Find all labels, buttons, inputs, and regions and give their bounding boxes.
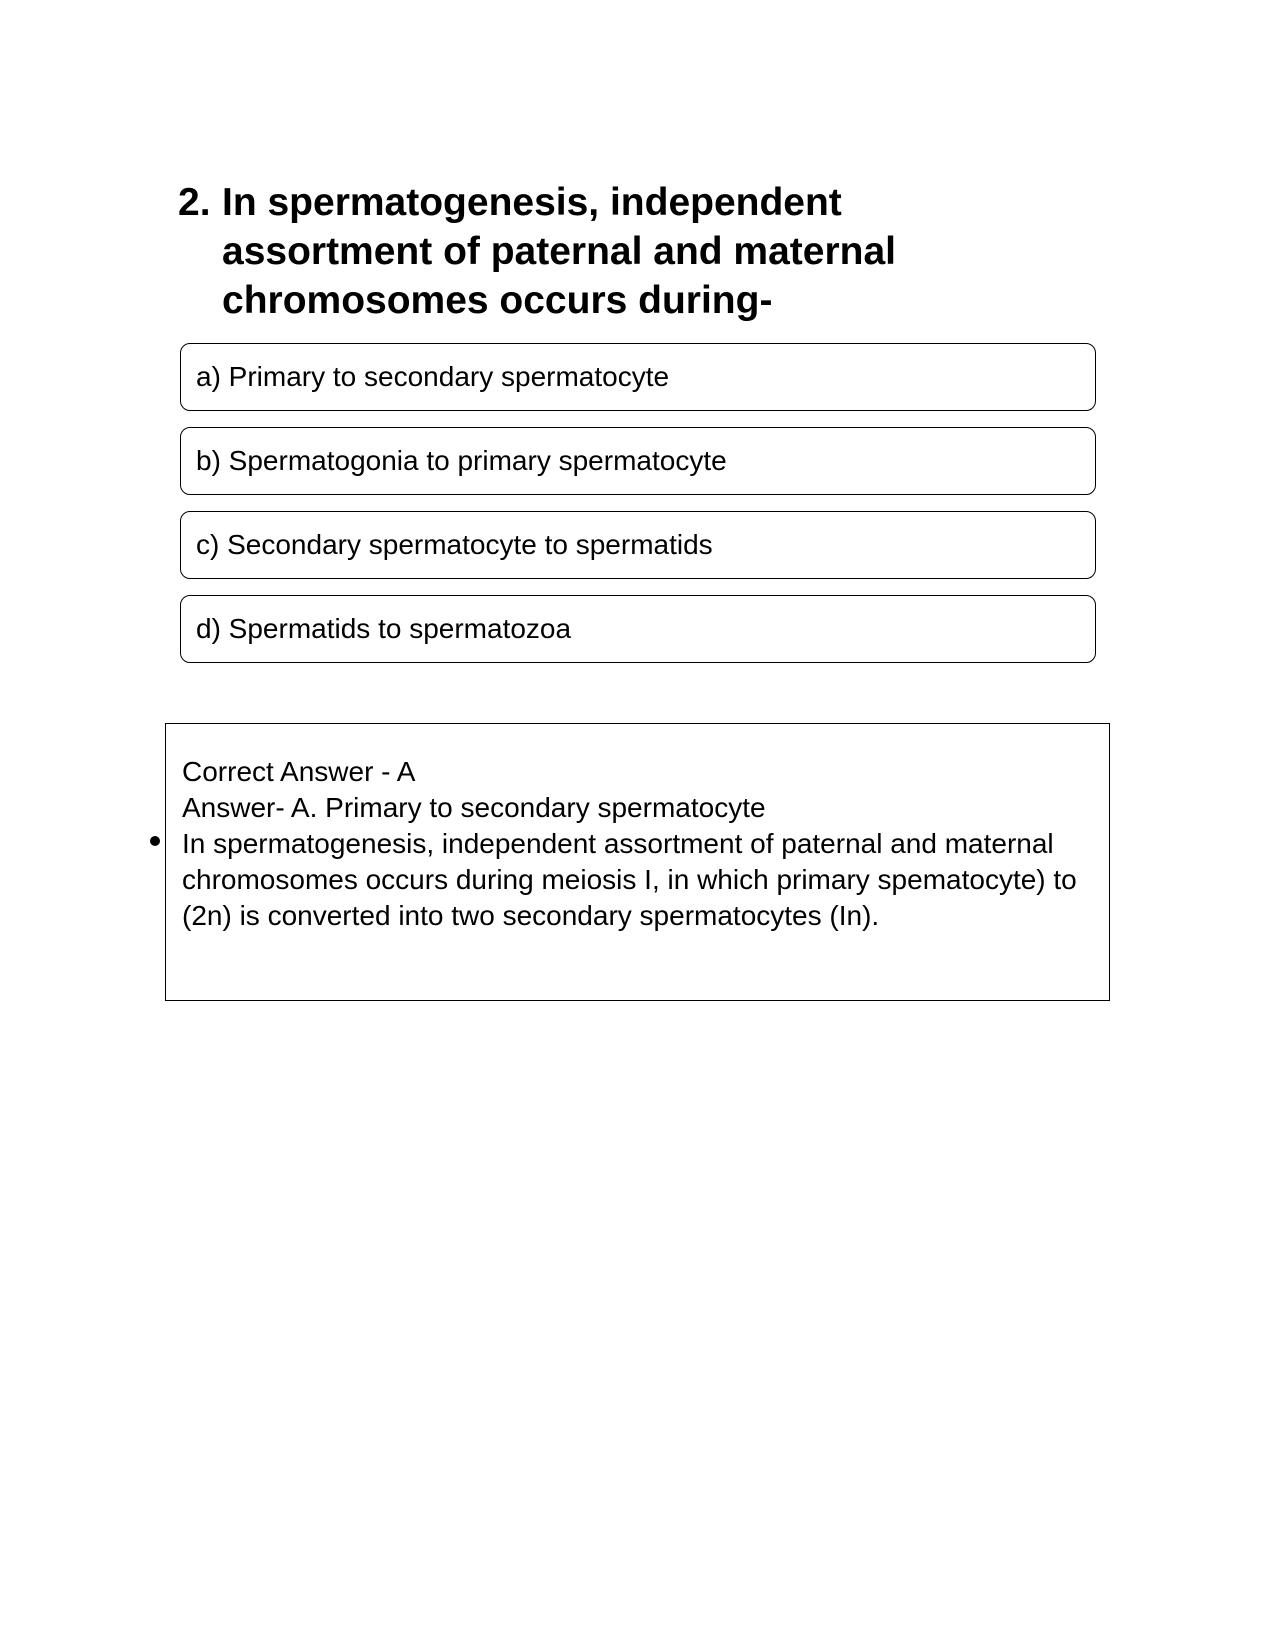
option-a[interactable]: a) Primary to secondary spermatocyte: [180, 343, 1096, 411]
option-d[interactable]: d) Spermatids to spermatozoa: [180, 595, 1096, 663]
options-list: [180, 343, 1096, 679]
option-c[interactable]: c) Secondary spermatocyte to spermatids: [180, 511, 1096, 579]
answer-line: Answer- A. Primary to secondary spermatocyte: [182, 792, 766, 823]
question-number: 2.: [178, 181, 211, 224]
correct-answer: Correct Answer - A: [182, 756, 416, 787]
answer-box: [165, 723, 1110, 1001]
question-text: In spermatogenesis, independent assortment of paternal and maternal chromosomes occurs during-: [222, 181, 897, 322]
option-b[interactable]: b) Spermatogonia to primary spermatocyte: [180, 427, 1096, 495]
question: [178, 178, 998, 325]
bullet-marker: [150, 836, 160, 846]
answer-explanation: In spermatogenesis, independent assortment of paternal and maternal chromosomes occurs during meiosis I, in which primary spematocyte) to (2n) is converted into two secondary spermatocytes (In).: [182, 828, 1077, 931]
